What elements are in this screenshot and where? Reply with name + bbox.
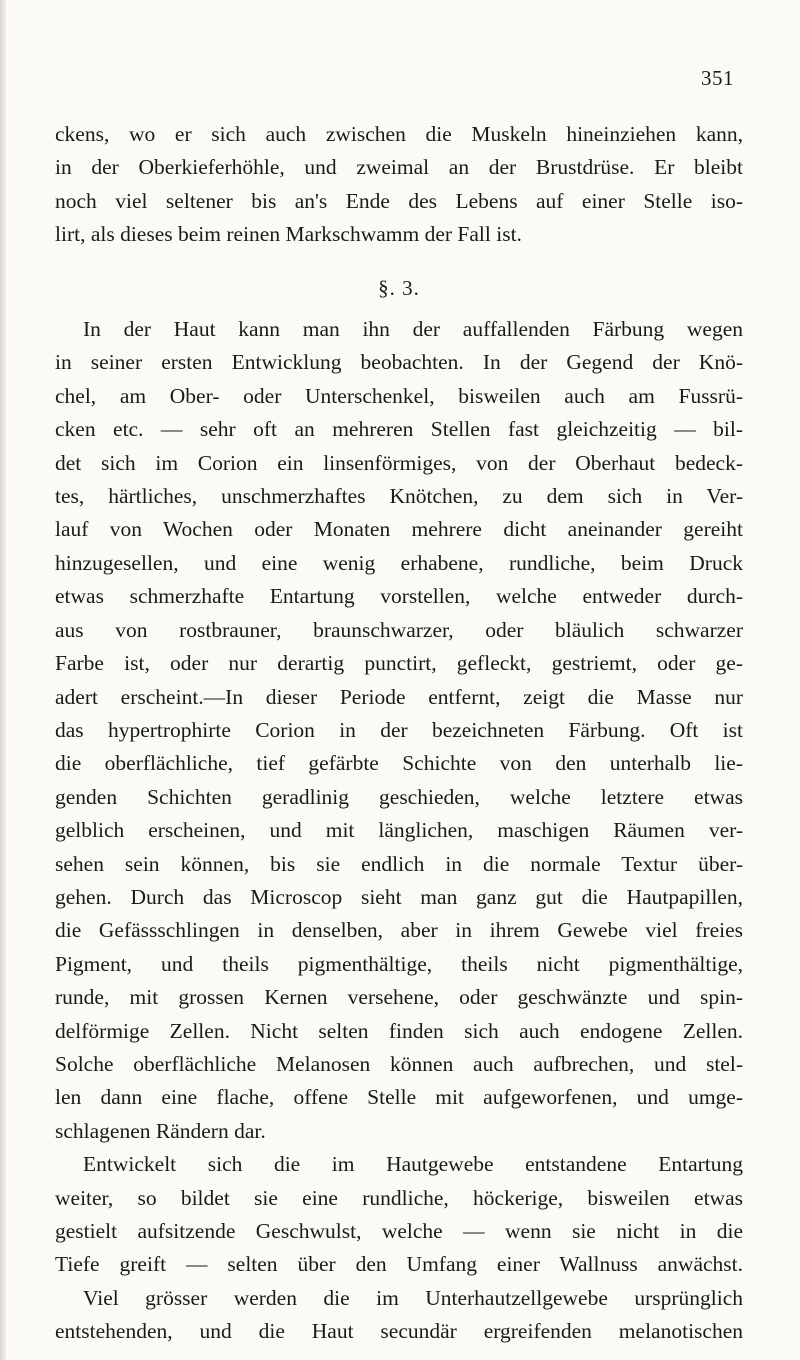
- page-binding-edge: [0, 0, 6, 1360]
- text-line: weiter, so bildet sie eine rundliche, höckerige, bisweilen etwas: [55, 1185, 743, 1210]
- text-line: Entwickelt sich die im Hautgewebe entstandene Entartung: [83, 1152, 743, 1177]
- text-line: genden Schichten geradlinig geschieden, welche letztere etwas: [55, 784, 743, 809]
- text-line: die Gefässschlingen in denselben, aber in ihrem Gewebe viel freies: [55, 918, 743, 943]
- body-text: [55, 118, 743, 1349]
- text-line: schlagenen Rändern dar.: [55, 1118, 266, 1143]
- text-line: adert erscheint.—In dieser Periode entfernt, zeigt die Masse nur: [55, 684, 743, 709]
- text-line: delförmige Zellen. Nicht selten finden sich auch endogene Zellen.: [55, 1018, 743, 1043]
- text-line: Farbe ist, oder nur derartig punctirt, gefleckt, gestriemt, oder ge-: [55, 651, 743, 676]
- text-line: in der Oberkieferhöhle, und zweimal an der Brustdrüse. Er bleibt: [55, 155, 743, 180]
- text-line: etwas schmerzhafte Entartung vorstellen, welche entweder durch-: [55, 584, 743, 609]
- text-line: Solche oberflächliche Melanosen können auch aufbrechen, und stel-: [55, 1051, 743, 1076]
- text-line: det sich im Corion ein linsenförmiges, von der Oberhaut bedeck-: [55, 450, 743, 475]
- text-line: Tiefe greift — selten über den Umfang einer Wallnuss anwächst.: [55, 1252, 743, 1277]
- text-line: hinzugesellen, und eine wenig erhabene, rundliche, beim Druck: [55, 550, 743, 575]
- text-line: lirt, als dieses beim reinen Markschwamm der Fall ist.: [55, 222, 522, 247]
- text-line: tes, härtliches, unschmerzhaftes Knötchen, zu dem sich in Ver-: [55, 484, 743, 509]
- paragraph-3: [55, 1148, 743, 1348]
- section-heading: §. 3.: [378, 275, 420, 300]
- text-line: gestielt aufsitzende Geschwulst, welche — wenn sie nicht in die: [55, 1219, 743, 1243]
- text-line: len dann eine flache, offene Stelle mit aufgeworfenen, und umge-: [55, 1085, 743, 1110]
- text-line: sehen sein können, bis sie endlich in die normale Textur über-: [55, 851, 743, 876]
- text-line: Pigment, und theils pigmenthältige, theils nicht pigmenthältige,: [55, 951, 743, 976]
- text-line: lauf von Wochen oder Monaten mehrere dicht aneinander gereiht: [55, 517, 743, 542]
- paragraph-1: [55, 118, 743, 252]
- text-line: cken etc. — sehr oft an mehreren Stellen fast gleichzeitig — bil-: [55, 417, 743, 442]
- text-line: gehen. Durch das Microscop sieht man ganz gut die Hautpapillen,: [55, 884, 743, 909]
- text-line: Viel grösser werden die im Unterhautzellgewebe ursprünglich: [83, 1285, 743, 1310]
- text-line: noch viel seltener bis an's Ende des Lebens auf einer Stelle iso-: [55, 188, 743, 213]
- page-number: 351: [701, 66, 734, 90]
- text-line: In der Haut kann man ihn der auffallenden Färbung wegen: [83, 317, 743, 342]
- text-line: runde, mit grossen Kernen versehene, oder geschwänzte und spin-: [55, 985, 743, 1010]
- text-line: das hypertrophirte Corion in der bezeichneten Färbung. Oft ist: [55, 717, 743, 742]
- text-line: entstehenden, und die Haut secundär ergreifenden melanotischen: [55, 1319, 743, 1344]
- text-line: ckens, wo er sich auch zwischen die Muskeln hineinziehen kann,: [55, 122, 743, 146]
- text-line: chel, am Ober- oder Unterschenkel, bisweilen auch am Fussrü-: [55, 383, 743, 408]
- paragraph-2: [55, 313, 743, 1148]
- text-line: die oberflächliche, tief gefärbte Schichte von den unterhalb lie-: [55, 751, 743, 776]
- text-line: in seiner ersten Entwicklung beobachten. In der Gegend der Knö-: [55, 350, 743, 375]
- text-line: aus von rostbrauner, braunschwarzer, oder bläulich schwarzer: [55, 617, 743, 642]
- text-line: gelblich erscheinen, und mit länglichen, maschigen Räumen ver-: [55, 818, 743, 843]
